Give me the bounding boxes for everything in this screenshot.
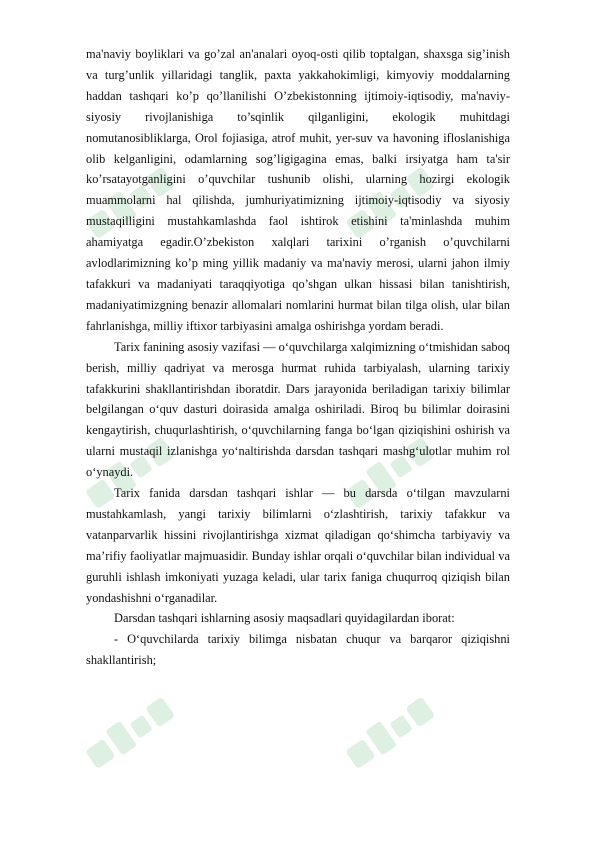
paragraph-goals-intro: Darsdan tashqari ishlarning asosiy maqsadlari quyidagilardan iborat: [114,611,455,626]
paragraph-continuation: ma'naviy boyliklari va go’zal an'analari oyoq-osti qilib toptalgan, shaxsga sig’inish va turg’unlik yillaridagi tanglik, paxta yakkahokimligi, kimyoviy moddalarning haddan tashqari ko’p qo’llanilishi O’zbekistonning ijtimoiy-iqtisodiy, ma'naviy-siyosiy rivojlanishiga to’sqinlik qilganligini, ekologik muhitdagi nomutanosibliklarga, Orol fojiasiga, atrof muhit, yer-suv va havoning ifloslanishiga olib kelganligini, odamlarning sog’ligigagina emas, balki irsiyatga ham ta'sir ko’rsatayotganligini o’quvchilar tushunib olishi, ularning hozirgi ekologik muammolarni hal qilishda, jumhuriyatimizning ijtimoiy-iqtisodiy va siyosiy mustaqilligini mustahkamlashda faol ishtirok etishini ta'minlashda muhim ahamiyatga egadir.O’zbekiston xalqlari tarixini o’rganish o’quvchilarni avlodlarimizning ko’p ming yillik madaniy va ma'naviy merosi, ularni jahon ilmiy tafakkuri va madaniyati taraqqiyotiga qo’shgan ulkan hissasi bilan tanishtirish, madaniyatimizgning benazir allomalari nomlarini hurmat bilan tilga olish, ular bilan fahrlanishga, milliy iftixor tarbiyasini amalga oshirishga yordam beradi. [86,47,510,333]
document-body [86,44,510,671]
watermark-logo-icon [330,680,470,770]
watermark-logo-icon [70,680,210,770]
list-item-goal: - O‘quvchilarda tarixiy bilimga nisbatan chuqur va barqaror qiziqishni shakllantirish; [86,632,510,668]
paragraph-history-task: Tarix fanining asosiy vazifasi — o‘quvchilarga xalqimizning o‘tmishidan saboq berish, milliy qadriyat va merosga hurmat ruhida tarbiyalash, ularning tarixiy tafakkurini shakllantirishdan iboratdir. Dars jarayonida beriladigan tarixiy bilimlar belgilangan o‘quv dasturi doirasida amalga oshiriladi. Biroq bu bilimlar doirasini kengaytirish, chuqurlashtirish, o‘quvchilarning fanga bo‘lgan qiziqishini oshirish va ularni mustaqil izlanishga yo‘naltirishda darsdan tashqari mashg‘ulotlar muhim rol o‘ynaydi. [86,339,511,480]
paragraph-extracurricular: Tarix fanida darsdan tashqari ishlar — bu darsda o‘tilgan mavzularni mustahkamlash, yangi tarixiy bilimlarni o‘zlashtirish, tarixiy tafakkur va vatanparvarlik hissini rivojlantirishga xizmat qiladigan qo‘shimcha tarbiyaviy va ma’rifiy faoliyatlar majmuasidir. Bunday ishlar orqali o‘quvchilar bilan individual va guruhli ishlash imkoniyati yuzaga keladi, ular tarix faniga chuqurroq qiziqish bilan yondashishni o‘rganadilar. [86,486,510,605]
